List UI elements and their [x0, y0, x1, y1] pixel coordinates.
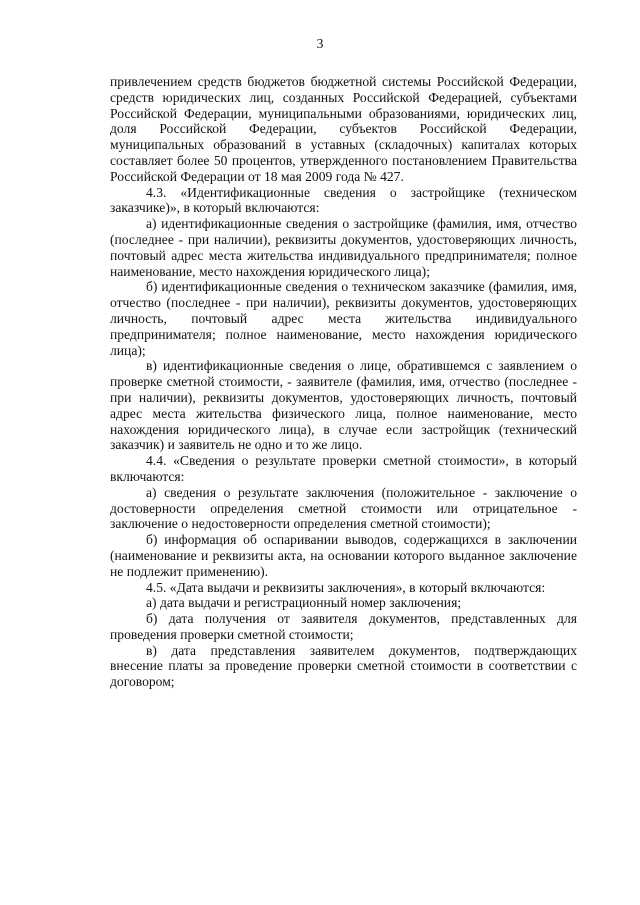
paragraph-4-3-b: б) идентификационные сведения о техническом заказчике (фамилия, имя, отчество (последнее - при наличии), реквизиты документов, удостоверяющих личность, почтовый адрес места жительства индивидуального предпринимателя; полное наименование, место нахождения юридического лица);	[110, 279, 577, 358]
paragraph-4-3-heading: 4.3. «Идентификационные сведения о застройщике (техническом заказчике)», в который включаются:	[110, 184, 577, 216]
paragraph-4-5-a: а) дата выдачи и регистрационный номер заключения;	[146, 595, 462, 611]
paragraph-4-4-b: б) информация об оспаривании выводов, содержащихся в заключении (наименование и реквизиты акта, на основании которого выданное заключение не подлежит применению).	[110, 532, 577, 579]
document-body	[110, 74, 577, 690]
page-number: 3	[316, 36, 324, 51]
paragraph-4-3-a: а) идентификационные сведения о застройщике (фамилия, имя, отчество (последнее - при наличии), реквизиты документов, удостоверяющих личность, почтовый адрес места жительства индивидуального предпринимателя; полное наименование, место нахождения юридического лица);	[110, 216, 577, 279]
paragraph-4-5-heading: 4.5. «Дата выдачи и реквизиты заключения», в который включаются:	[146, 579, 546, 595]
paragraph-4-5-v: в) дата представления заявителем документов, подтверждающих внесение платы за проведение проверки сметной стоимости в соответствии с договором;	[110, 642, 577, 690]
paragraph-4-5-b: б) дата получения от заявителя документов, представленных для проведения проверки сметной стоимости;	[110, 611, 577, 642]
paragraph-continuation: привлечением средств бюджетов бюджетной системы Российской Федерации, средств юридических лиц, созданных Российской Федерацией, субъектами Российской Федерации, муниципальными образованиями, юридических лиц, доля Российской Федерации, субъектов Российской Федерации, муниципальных образований в уставных (складочных) капиталах которых составляет более 50 процентов, утвержденного постановлением Правительства Российской Федерации от 18 мая 2009 года № 427.	[110, 74, 577, 184]
paragraph-4-4-heading: 4.4. «Сведения о результате проверки сметной стоимости», в который включаются:	[110, 453, 577, 484]
paragraph-4-3-v: в) идентификационные сведения о лице, обратившемся с заявлением о проверке сметной стоимости, - заявителе (фамилия, имя, отчество (последнее - при наличии), реквизиты документов, удостоверяющих личность, почтовый адрес места жительства физического лица, полное наименование, место нахождения юридического лица), в случае если застройщик (технический заказчик) и заявитель не одно и то же лицо.	[110, 358, 577, 453]
paragraph-4-4-a: а) сведения о результате заключения (положительное - заключение о достоверности определения сметной стоимости или отрицательное - заключение о недостоверности определения сметной стоимости);	[110, 484, 577, 532]
